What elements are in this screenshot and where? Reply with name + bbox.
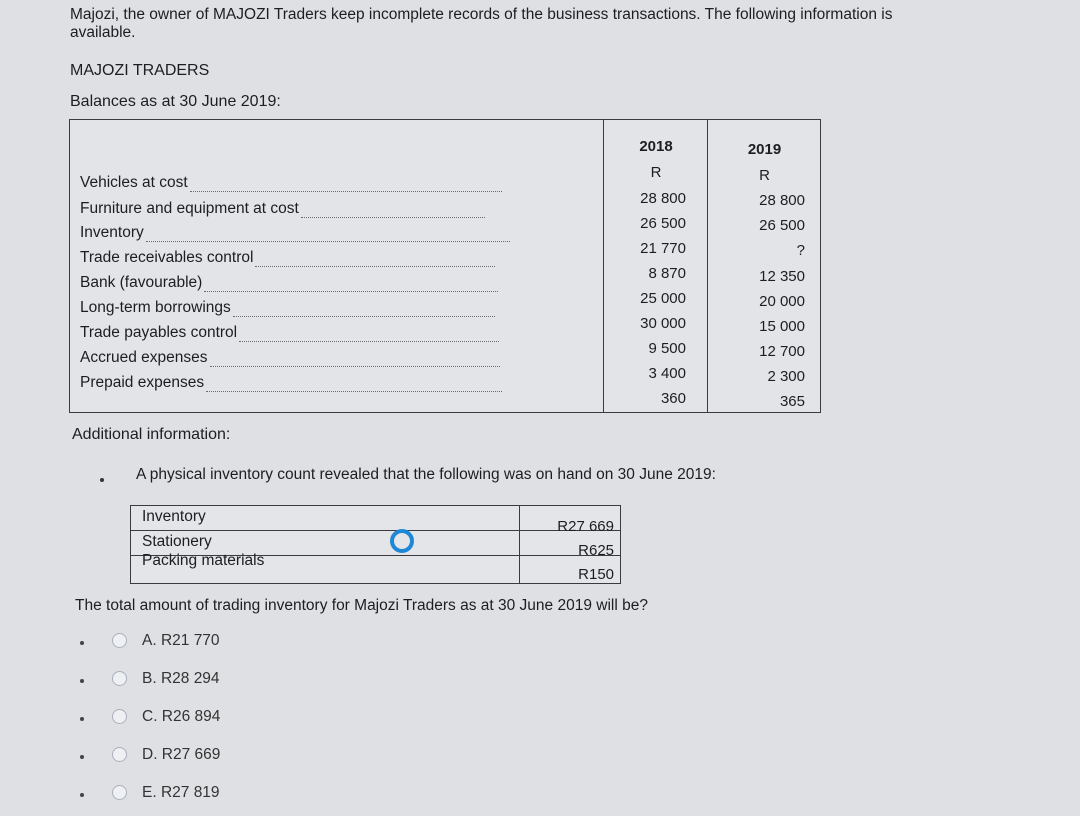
column-2018: [603, 120, 708, 412]
header-2019: 2019: [747, 141, 782, 158]
bullet-icon: [80, 679, 84, 683]
option-c[interactable]: [0, 708, 400, 728]
radio-button-d[interactable]: [112, 747, 127, 762]
value-2019-borrowings: 15 000: [759, 318, 805, 335]
column-2019: [707, 120, 821, 412]
row-label-prepaid: Prepaid expenses: [80, 374, 502, 392]
value-2018-prepaid: 360: [660, 390, 686, 407]
intro-line-2: available.: [70, 24, 136, 41]
option-d[interactable]: [0, 746, 400, 766]
row-label-receivables: Trade receivables control: [80, 249, 495, 267]
option-a[interactable]: [0, 632, 400, 652]
radio-button-b[interactable]: [112, 671, 127, 686]
value-2019-furniture: 26 500: [759, 217, 805, 234]
option-e[interactable]: [0, 784, 400, 804]
stationery-label: Stationery: [142, 533, 212, 550]
additional-info-heading: Additional information:: [72, 426, 231, 443]
row-label-vehicles: Vehicles at cost: [80, 174, 502, 192]
row-label-accrued: Accrued expenses: [80, 349, 500, 367]
inventory-value: R27 669: [557, 518, 614, 535]
bullet-icon: [100, 478, 104, 482]
physical-count-text: A physical inventory count revealed that the following was on hand on 30 June 2019:: [136, 466, 716, 483]
bullet-icon: [80, 755, 84, 759]
radio-button-e[interactable]: [112, 785, 127, 800]
balances-heading: Balances as at 30 June 2019:: [70, 93, 281, 110]
option-b[interactable]: [0, 670, 400, 690]
value-2018-vehicles: 28 800: [640, 190, 686, 207]
value-2019-payables: 12 700: [759, 343, 805, 360]
value-2018-payables: 9 500: [648, 340, 686, 357]
trader-name: MAJOZI TRADERS: [70, 62, 210, 79]
inventory-label: Inventory: [142, 508, 206, 525]
packing-label: Packing materials: [142, 552, 265, 569]
inventory-table: [130, 505, 621, 584]
balances-table: [69, 119, 821, 413]
bullet-icon: [80, 793, 84, 797]
value-2019-receivables: 12 350: [759, 268, 805, 285]
option-a-label[interactable]: A. R21 770: [142, 632, 220, 649]
intro-line-1: Majozi, the owner of MAJOZI Traders keep incomplete records of the business transactions. The following information is: [70, 6, 893, 23]
row-label-furniture: Furniture and equipment at cost: [80, 200, 485, 218]
value-2018-borrowings: 30 000: [640, 315, 686, 332]
value-2019-prepaid: 365: [779, 393, 805, 410]
option-d-label[interactable]: D. R27 669: [142, 746, 221, 763]
radio-button-a[interactable]: [112, 633, 127, 648]
row-label-borrowings: Long-term borrowings: [80, 299, 495, 317]
packing-value: R150: [578, 566, 614, 583]
inventory-row-inventory: [131, 506, 620, 531]
value-2019-inventory: ?: [796, 242, 805, 259]
bullet-icon: [80, 717, 84, 721]
header-2018: 2018: [639, 138, 673, 155]
stationery-value: R625: [578, 542, 614, 559]
inventory-row-packing: [131, 552, 620, 580]
intro-text: [70, 6, 1060, 42]
value-2018-bank: 25 000: [640, 290, 686, 307]
option-b-label[interactable]: B. R28 294: [142, 670, 220, 687]
bullet-icon: [80, 641, 84, 645]
loading-spinner-icon: [390, 529, 414, 553]
value-2019-accrued: 2 300: [767, 368, 805, 385]
currency-2019: R: [759, 167, 770, 184]
option-c-label[interactable]: C. R26 894: [142, 708, 221, 725]
value-2018-receivables: 8 870: [648, 265, 686, 282]
value-2018-furniture: 26 500: [640, 215, 686, 232]
option-e-label[interactable]: E. R27 819: [142, 784, 220, 801]
currency-2018: R: [650, 164, 662, 181]
row-label-bank: Bank (favourable): [80, 274, 498, 292]
row-label-inventory: Inventory: [80, 224, 510, 242]
value-2019-vehicles: 28 800: [759, 192, 805, 209]
row-label-payables: Trade payables control: [80, 324, 499, 342]
value-2018-inventory: 21 770: [640, 240, 686, 257]
question-text: The total amount of trading inventory for Majozi Traders as at 30 June 2019 will be?: [75, 597, 648, 614]
radio-button-c[interactable]: [112, 709, 127, 724]
value-2018-accrued: 3 400: [648, 365, 686, 382]
value-2019-bank: 20 000: [759, 293, 805, 310]
